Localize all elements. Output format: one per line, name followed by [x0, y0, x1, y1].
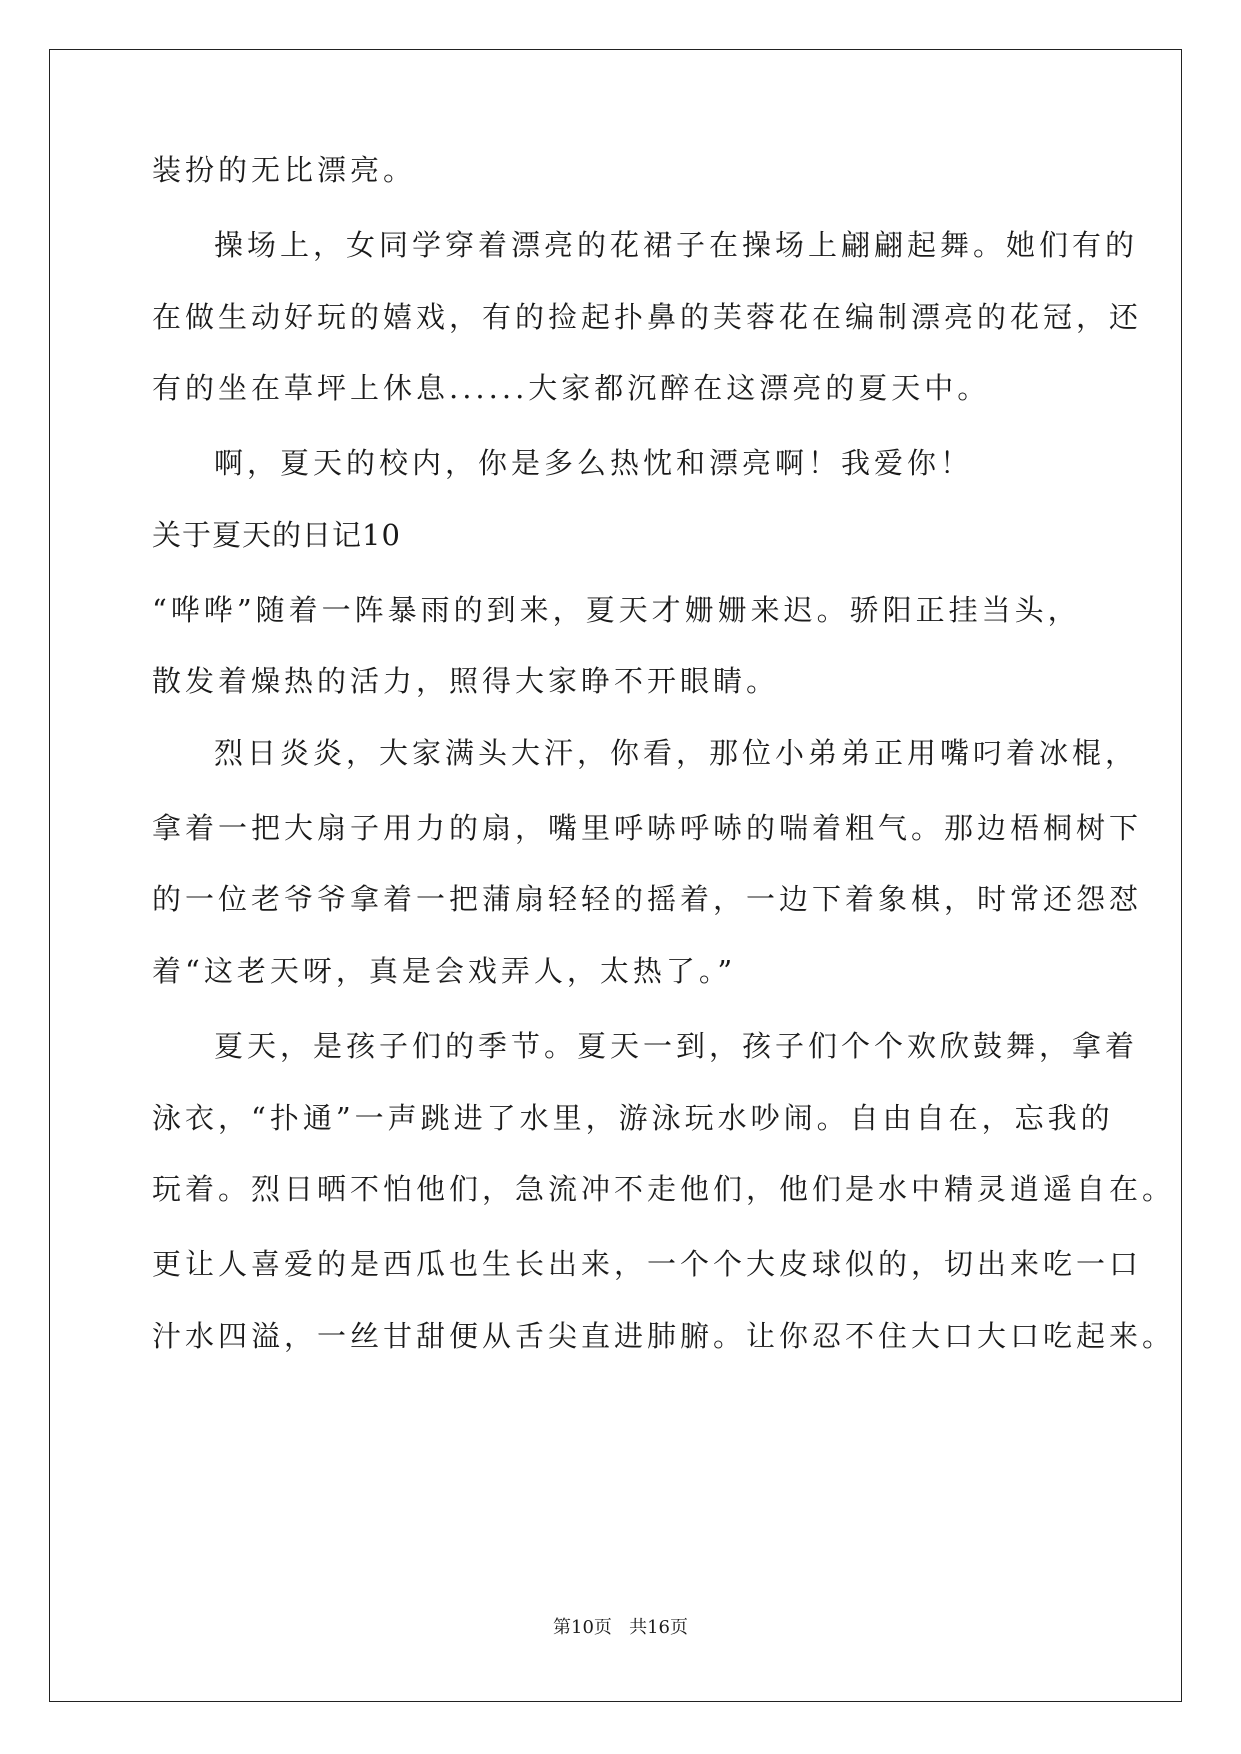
text-line: “哗哗”随着一阵暴雨的到来，夏天才姗姗来迟。骄阳正挂当头，	[152, 593, 1081, 627]
text-line: 着“这老天呀，真是会戏弄人，太热了。”	[152, 954, 737, 988]
paragraph-line: 夏天，是孩子们的季节。夏天一到，孩子们个个欢欣鼓舞，拿着	[214, 1029, 1139, 1063]
text-line: 有的坐在草坪上休息......大家都沉醉在这漂亮的夏天中。	[152, 371, 991, 405]
text-line: 汁水四溢，一丝甘甜便从舌尖直进肺腑。让你忍不住大口大口吃起来。	[152, 1319, 1176, 1353]
text-line: 在做生动好玩的嬉戏，有的捡起扑鼻的芙蓉花在编制漂亮的花冠，还	[152, 300, 1143, 334]
text-line: 玩着。烈日晒不怕他们，急流冲不走他们，他们是水中精灵逍遥自在。	[152, 1172, 1176, 1206]
page-border	[49, 49, 1182, 1702]
text-line: 装扮的无比漂亮。	[152, 153, 417, 187]
text-line: 拿着一把大扇子用力的扇，嘴里呼哧呼哧的喘着粗气。那边梧桐树下	[152, 811, 1143, 845]
text-line: 泳衣，“扑通”一声跳进了水里，游泳玩水吵闹。自由自在，忘我的	[152, 1101, 1114, 1135]
text-line: 散发着燥热的活力，照得大家睁不开眼睛。	[152, 664, 780, 698]
section-heading: 关于夏天的日记10	[152, 518, 401, 552]
paragraph-line: 操场上，女同学穿着漂亮的花裙子在操场上翩翩起舞。她们有的	[214, 228, 1139, 262]
page-number-footer: 第10页 共16页	[553, 1617, 688, 1638]
text-line: 的一位老爷爷拿着一把蒲扇轻轻的摇着，一边下着象棋，时常还怨怼	[152, 882, 1143, 916]
text-line: 更让人喜爱的是西瓜也生长出来，一个个大皮球似的，切出来吃一口	[152, 1247, 1143, 1281]
paragraph-line: 烈日炎炎，大家满头大汗，你看，那位小弟弟正用嘴叼着冰棍，	[214, 736, 1139, 770]
paragraph-line: 啊，夏天的校内，你是多么热忱和漂亮啊！我爱你！	[214, 446, 974, 480]
